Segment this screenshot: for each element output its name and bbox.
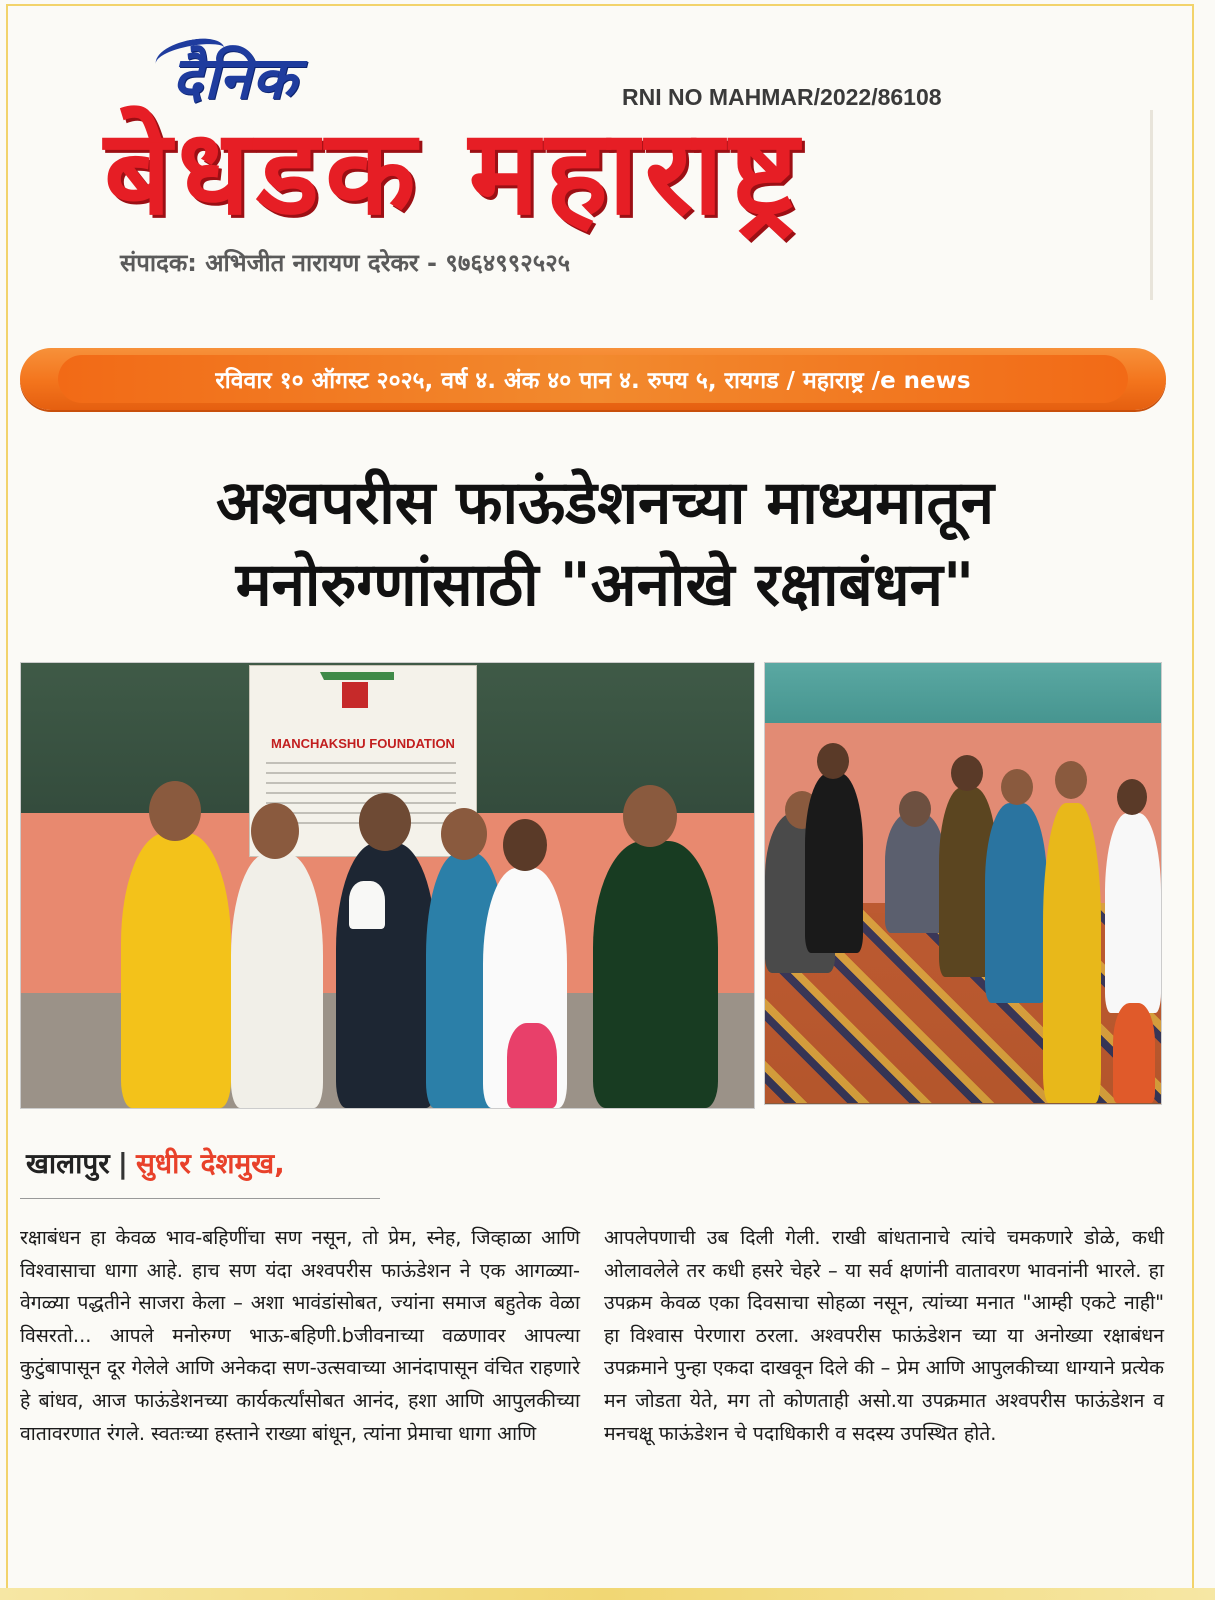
dateline-text: रविवार १० ऑगस्ट २०२५, वर्ष ४. अंक ४० पान ४. रुपय ५, रायगड / महाराष्ट्र /e news	[215, 368, 971, 394]
person-head	[441, 808, 487, 860]
banner-title: MANCHAKSHU FOUNDATION	[271, 736, 455, 751]
person-head	[251, 803, 299, 859]
byline-author: सुधीर देशमुख,	[135, 1147, 285, 1180]
person-head	[1001, 769, 1033, 805]
foundation-logo-mark-icon	[342, 682, 368, 708]
masthead	[0, 0, 1215, 320]
bottom-bar	[0, 1588, 1215, 1600]
person-head	[503, 819, 547, 871]
byline-separator: |	[117, 1147, 128, 1180]
certificate-paper	[349, 881, 385, 929]
person-green-kurta	[593, 841, 718, 1108]
person-blue-saree	[985, 803, 1047, 1003]
person-white-coat	[1105, 813, 1161, 1013]
masthead-divider	[1150, 110, 1153, 300]
person-head	[359, 793, 411, 851]
article-column-2: आपलेपणाची उब दिली गेली. राखी बांधतानाचे त्यांचे चमकणारे डोळे, कधी ओलावलेले तर कधी हसरे चेहरे – या सर्व क्षणांनी वातावरण भावनांनी भारले. हा उपक्रम केवळ एका दिवसाचा सोहळा नसून, त्यांच्या मनात "आम्ही एकटे नाही" हा विश्वास पेरणारा ठरला. अश्वपरीस फाऊंडेशन च्या या अनोख्या रक्षाबंधन उपक्रमाने पुन्हा एकदा दाखवून दिले की – प्रेम आणि आपुलकीच्या धाग्याने प्रत्येक मन जोडता येते, मग तो कोणताही असो.या उपक्रमात अश्वपरीस फाऊंडेशन व मनचक्षू फाऊंडेशन चे पदाधिकारी व सदस्य उपस्थित होते.	[604, 1226, 1164, 1445]
headline	[30, 462, 1180, 626]
byline-rule	[20, 1198, 380, 1199]
photo-right	[764, 662, 1162, 1105]
headline-line-2: मनोरुग्णांसाठी "अनोखे रक्षाबंधन"	[235, 550, 975, 620]
byline	[26, 1144, 285, 1182]
person-white-shirt	[231, 853, 323, 1108]
masthead-newspaper-name: बेधडक महाराष्ट्र	[104, 103, 805, 241]
person-head	[623, 785, 677, 847]
person-head	[951, 755, 983, 791]
masthead-editor: संपादक: अभिजीत नारायण दरेकर - ९७६४९९२५२५	[120, 249, 571, 277]
person-black-top	[805, 773, 863, 953]
person-head	[899, 791, 931, 827]
headline-line-1: अश्वपरीस फाऊंडेशनच्या माध्यमातून	[215, 468, 995, 538]
person-head	[1117, 779, 1147, 815]
person-black-kurta	[336, 843, 436, 1108]
person-head	[817, 743, 849, 779]
masthead-daily: दैनिक	[172, 44, 298, 112]
masthead-rni-number: RNI NO MAHMAR/2022/86108	[622, 84, 942, 110]
person-head	[149, 781, 201, 841]
article-column-1: रक्षाबंधन हा केवळ भाव-बहिणींचा सण नसून, तो प्रेम, स्नेह, जिव्हाळा आणि विश्वासाचा धागा आहे. हाच सण यंदा अश्वपरीस फाऊंडेशन ने एक आगळ्या-वेगळ्या पद्धतीने साजरा केला – अशा भावंडांसोबत, ज्यांना समाज बहुतेक वेळा विसरतो... आपले मनोरुग्ण भाऊ-बहिणी.bजीवनाच्या वळणावर आपल्या कुटुंबापासून दूर गेलेले आणि अनेकदा सण-उत्सवाच्या आनंदापासून वंचित राहणारे हे बांधव, आज फाऊंडेशनच्या कार्यकर्त्यांसोबत आनंद, हशा आणि आपुलकीच्या वातावरणात रंगले. स्वतःच्या हस्ताने राख्या बांधून, त्यांना प्रेमाचा धागा आणि	[20, 1226, 580, 1445]
person-pink-pants	[507, 1023, 557, 1108]
dateline-bar	[20, 348, 1166, 410]
person-orange-pants	[1113, 1003, 1155, 1103]
byline-place: खालापुर	[26, 1147, 110, 1180]
person-seated-elder	[885, 813, 945, 933]
person-yellow-saree	[121, 833, 231, 1108]
photo-left	[20, 662, 755, 1109]
person-yellow-saree	[1043, 803, 1101, 1103]
person-head	[1055, 761, 1087, 799]
